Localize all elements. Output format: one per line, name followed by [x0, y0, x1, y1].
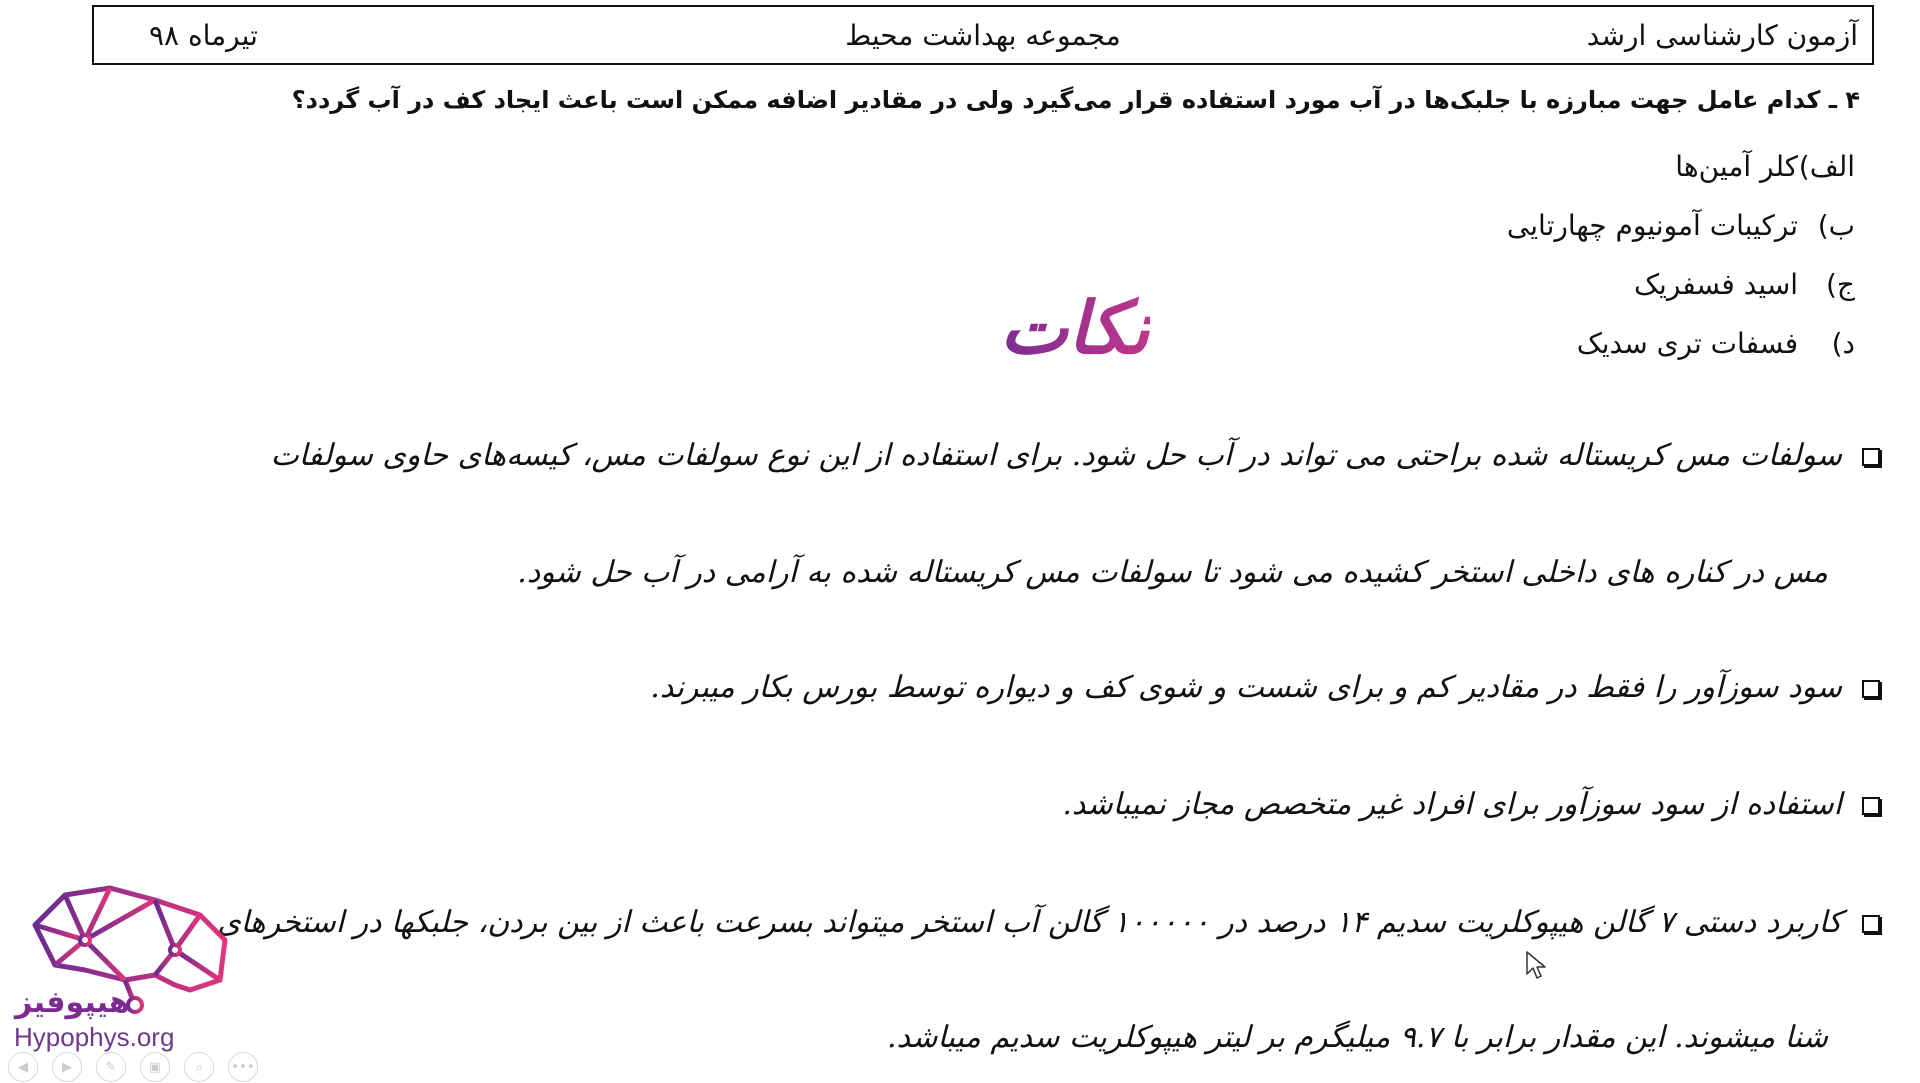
next-slide-icon[interactable]: ▶: [52, 1052, 82, 1082]
option-text: کلر آمین‌ها: [1675, 150, 1799, 183]
option-letter: ج): [1826, 268, 1855, 301]
exam-title: آزمون کارشناسی ارشد: [1586, 19, 1858, 52]
option-letter: د): [1831, 327, 1855, 360]
subject-title: مجموعه بهداشت محیط: [845, 19, 1121, 52]
player-controls: [8, 1052, 258, 1080]
logo-name-fa: هیپوفیز: [15, 985, 130, 1020]
pen-icon[interactable]: ✎: [96, 1052, 126, 1082]
zoom-icon[interactable]: ⌕: [184, 1052, 214, 1082]
note-3: [1062, 787, 1880, 822]
mouse-cursor-icon: [1525, 950, 1547, 980]
exam-date: تیرماه ۹۸: [149, 19, 258, 52]
option-letter: ب): [1817, 209, 1855, 242]
option-c: [1507, 268, 1855, 327]
more-options-icon[interactable]: •••: [228, 1052, 258, 1082]
option-text: اسید فسفریک: [1633, 268, 1799, 301]
note-1: [271, 438, 1880, 473]
slides-grid-icon[interactable]: ▣: [140, 1052, 170, 1082]
note-1-line-2: مس در کناره های داخلی استخر کشیده می شود تا سولفات مس کریستاله شده به آرامی در آب حل شود.: [517, 555, 1828, 590]
option-b: [1507, 209, 1855, 268]
note-2: [650, 670, 1880, 705]
options-list: [1507, 150, 1855, 386]
bullet-icon: [1862, 797, 1880, 815]
header-box: [92, 5, 1874, 65]
note-4-line-1: کاربرد دستی ۷ گالن هیپوکلریت سدیم ۱۴ درصد در ۱۰۰۰۰۰ گالن آب استخر میتواند بسرعت باعث از بین بردن، جلبکها در استخرهای: [217, 905, 1842, 940]
question-text: ۴ ـ کدام عامل جهت مبارزه با جلبک‌ها در آب مورد استفاده قرار می‌گیرد ولی در مقادیر اضافه ممکن است باعث ایجاد کف در آب گردد؟: [291, 86, 1860, 114]
option-d: [1507, 327, 1855, 386]
note-3-line-1: استفاده از سود سوزآور برای افراد غیر متخصص مجاز نمیباشد.: [1062, 787, 1842, 822]
option-a: [1507, 150, 1855, 209]
option-text: ترکیبات آمونیوم چهارتایی: [1506, 209, 1799, 242]
bullet-icon: [1862, 680, 1880, 698]
bullet-icon: [1862, 915, 1880, 933]
option-letter: الف): [1798, 150, 1855, 183]
logo-name-en: Hypophys.org: [14, 1022, 175, 1052]
note-4: [217, 905, 1880, 940]
previous-slide-icon[interactable]: ◀: [8, 1052, 38, 1082]
notes-title: نکات: [1000, 285, 1150, 370]
note-4-line-2: شنا میشوند. این مقدار برابر با ۹.۷ میلیگرم بر لیتر هیپوکلریت سدیم میباشد.: [887, 1020, 1828, 1055]
note-2-line-1: سود سوزآور را فقط در مقادیر کم و برای شست و شوی کف و دیواره توسط بورس بکار میبرند.: [650, 670, 1842, 705]
bullet-icon: [1862, 448, 1880, 466]
option-text: فسفات تری سدیک: [1576, 327, 1799, 360]
note-1-line-1: سولفات مس کریستاله شده براحتی می تواند در آب حل شود. برای استفاده از این نوع سولفات مس، کیسه‌های حاوی سولفات: [270, 438, 1842, 473]
